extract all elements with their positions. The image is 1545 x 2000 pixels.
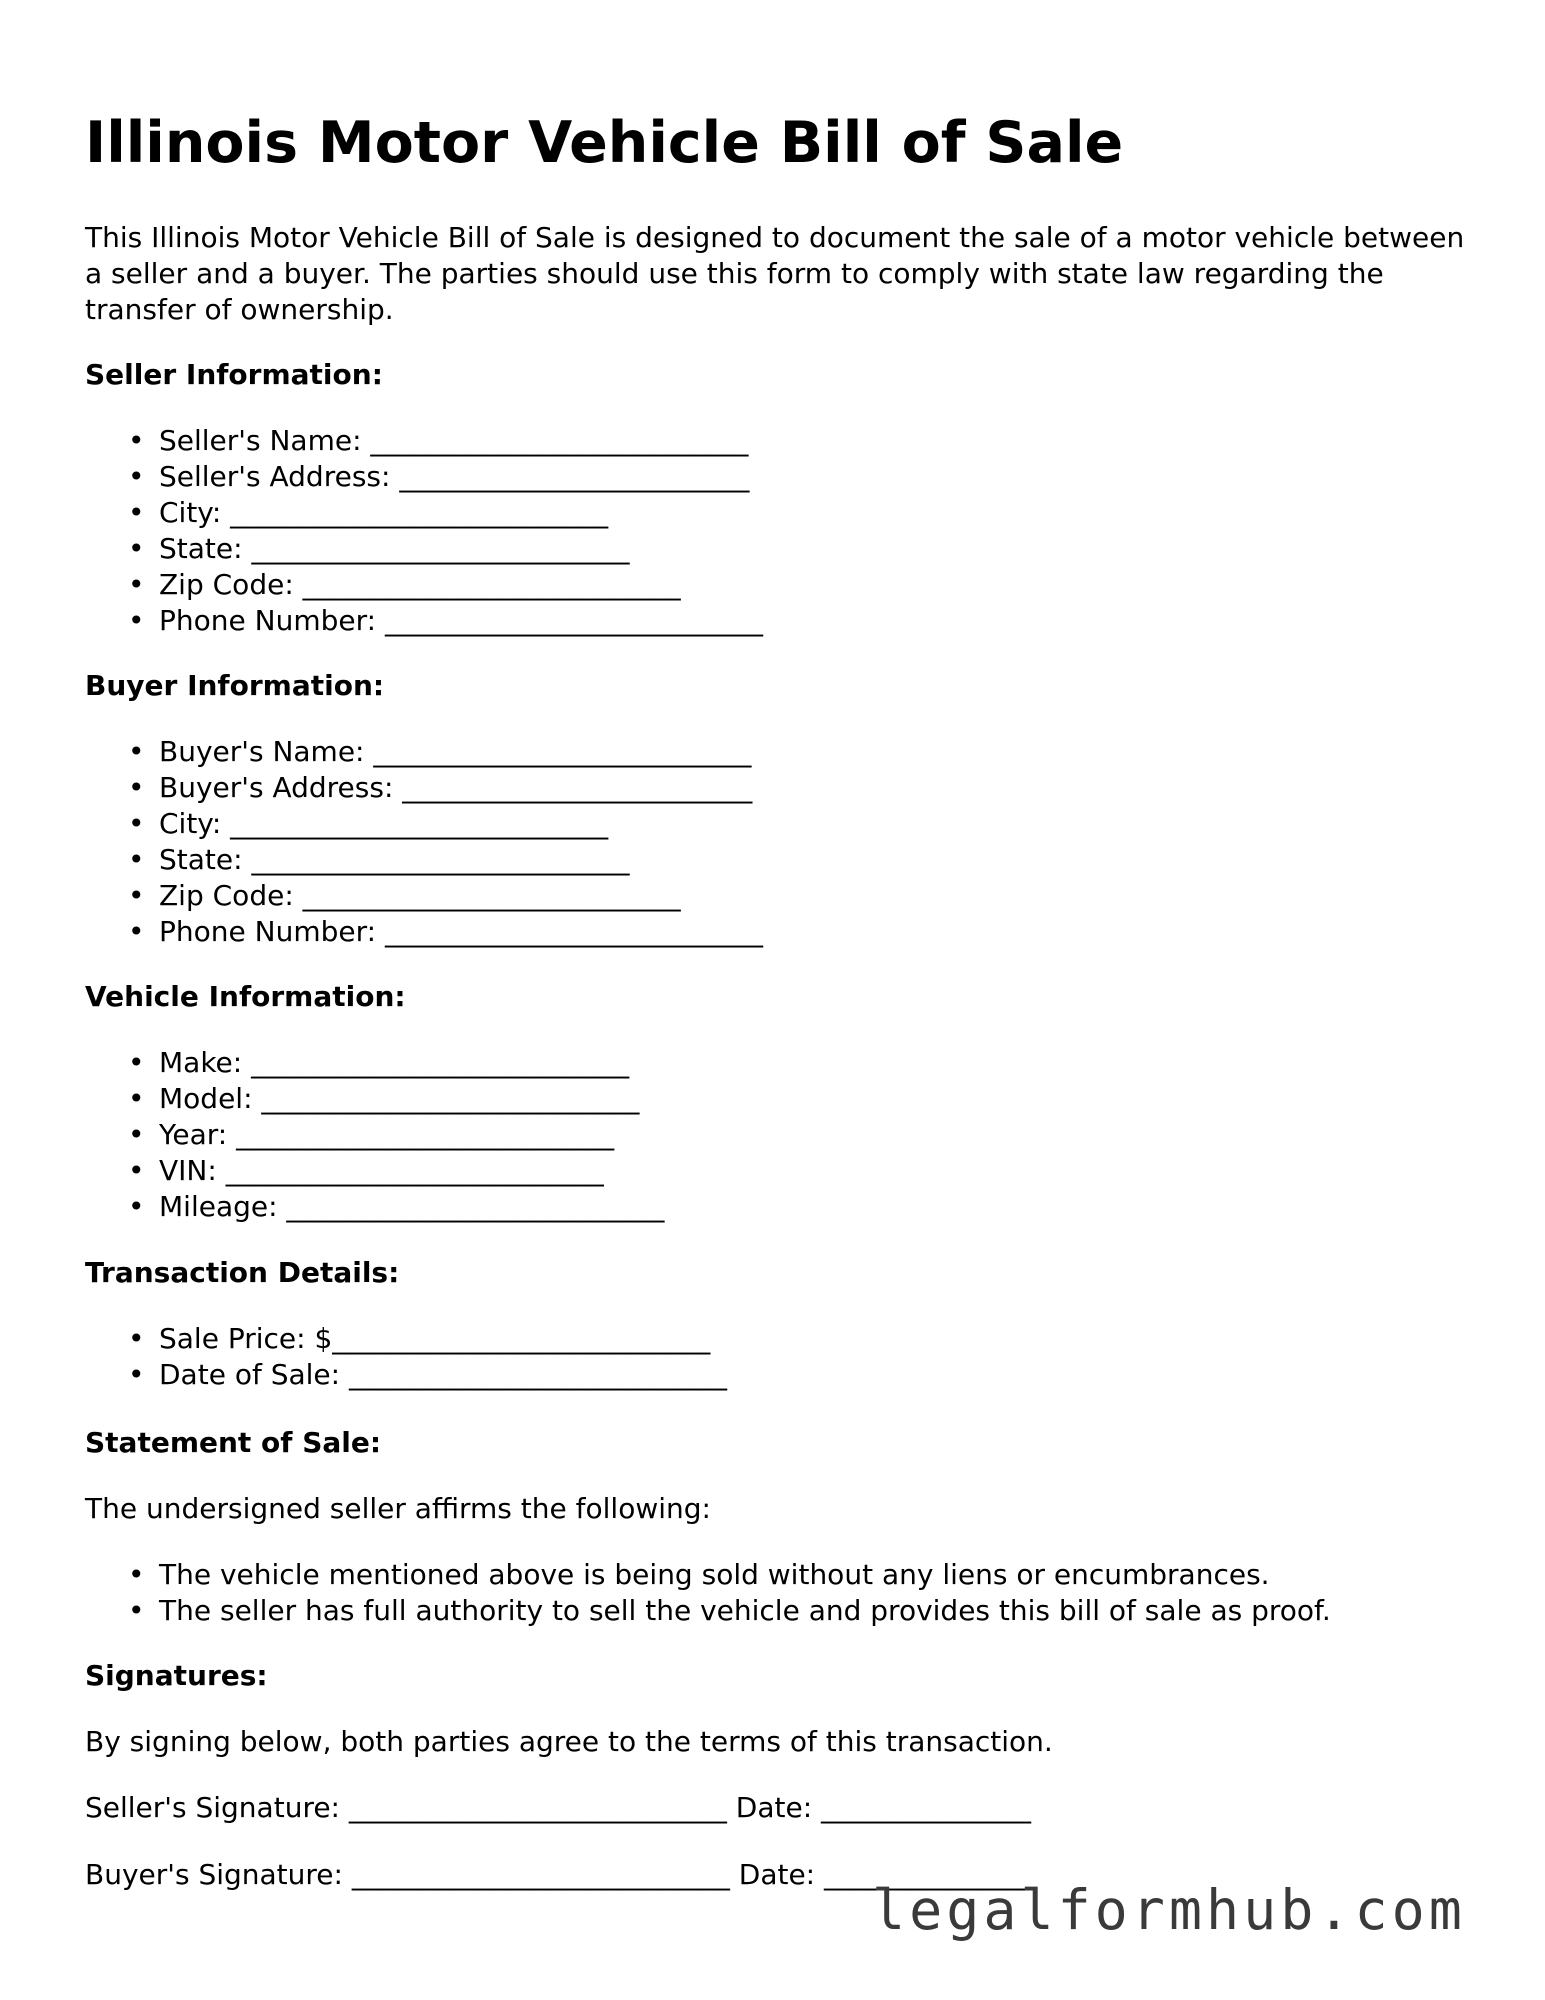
sale-date-field: • Date of Sale: ___________________________ bbox=[85, 1357, 727, 1393]
vehicle-make-field: • Make: ___________________________ bbox=[85, 1045, 664, 1081]
transaction-section-heading: Transaction Details: bbox=[85, 1256, 400, 1289]
transaction-field-list bbox=[85, 1321, 727, 1393]
statement-section-heading: Statement of Sale: bbox=[85, 1426, 382, 1459]
buyer-zip-field: • Zip Code: ___________________________ bbox=[85, 878, 763, 914]
seller-address-field: • Seller's Address: _________________________ bbox=[85, 459, 763, 495]
vehicle-vin-field: • VIN: ___________________________ bbox=[85, 1153, 664, 1189]
vehicle-mileage-field: • Mileage: ___________________________ bbox=[85, 1189, 664, 1225]
statement-list bbox=[85, 1557, 1331, 1629]
statement-item: • The vehicle mentioned above is being sold without any liens or encumbrances. bbox=[85, 1557, 1331, 1593]
statement-item: • The seller has full authority to sell the vehicle and provides this bill of sale as proof. bbox=[85, 1593, 1331, 1629]
seller-section-heading: Seller Information: bbox=[85, 358, 383, 391]
seller-signature-line: Seller's Signature: ___________________________ Date: _______________ bbox=[85, 1791, 1032, 1824]
seller-zip-field: • Zip Code: ___________________________ bbox=[85, 567, 763, 603]
statement-intro: The undersigned seller affirms the following: bbox=[85, 1492, 711, 1525]
seller-field-list bbox=[85, 423, 763, 639]
intro-paragraph: This Illinois Motor Vehicle Bill of Sale is designed to document the sale of a motor vehicle between a seller and a buyer. The parties should use this form to comply with state law regarding the transfer of ownership. bbox=[85, 221, 1465, 326]
vehicle-model-field: • Model: ___________________________ bbox=[85, 1081, 664, 1117]
buyer-name-field: • Buyer's Name: ___________________________ bbox=[85, 734, 763, 770]
buyer-field-list bbox=[85, 734, 763, 950]
buyer-signature-line: Buyer's Signature: ___________________________ Date: _______________ bbox=[85, 1858, 1035, 1891]
signatures-section-heading: Signatures: bbox=[85, 1659, 268, 1692]
document-title: Illinois Motor Vehicle Bill of Sale bbox=[85, 110, 1124, 176]
buyer-state-field: • State: ___________________________ bbox=[85, 842, 763, 878]
buyer-phone-field: • Phone Number: ___________________________ bbox=[85, 914, 763, 950]
seller-state-field: • State: ___________________________ bbox=[85, 531, 763, 567]
buyer-address-field: • Buyer's Address: _________________________ bbox=[85, 770, 763, 806]
signatures-intro: By signing below, both parties agree to the terms of this transaction. bbox=[85, 1725, 1053, 1758]
watermark: legalformhub.com bbox=[872, 1878, 1466, 1942]
seller-name-field: • Seller's Name: ___________________________ bbox=[85, 423, 763, 459]
sale-price-field: • Sale Price: $___________________________ bbox=[85, 1321, 727, 1357]
seller-phone-field: • Phone Number: ___________________________ bbox=[85, 603, 763, 639]
buyer-section-heading: Buyer Information: bbox=[85, 669, 385, 702]
seller-city-field: • City: ___________________________ bbox=[85, 495, 763, 531]
vehicle-section-heading: Vehicle Information: bbox=[85, 980, 406, 1013]
vehicle-field-list bbox=[85, 1045, 664, 1225]
vehicle-year-field: • Year: ___________________________ bbox=[85, 1117, 664, 1153]
buyer-city-field: • City: ___________________________ bbox=[85, 806, 763, 842]
